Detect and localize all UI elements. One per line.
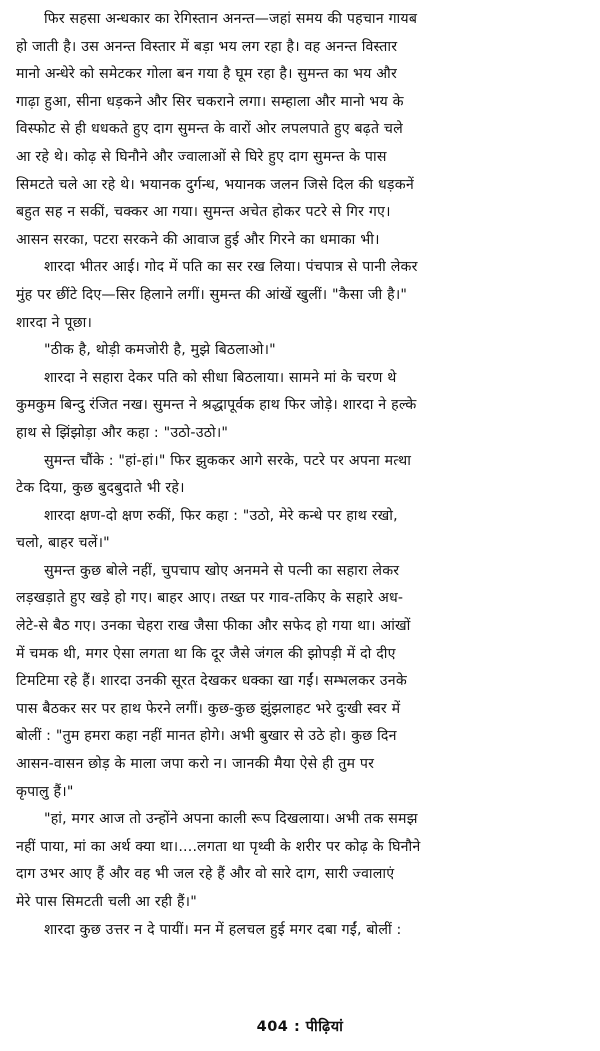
text-line: फिर सहसा अन्धकार का रेगिस्तान अनन्त—जहां समय की पहचान गायब	[44, 11, 418, 27]
text-line: चलो, बाहर चलें।"	[16, 535, 110, 552]
page-footer: 404 : पीढ़ियां	[256, 1019, 344, 1035]
text-line: विस्फोट से ही धधकते हुए दाग सुमन्त के वारों ओर लपलपाते हुए बढ़ते चले	[16, 121, 403, 138]
text-line: टेक दिया, कुछ बुदबुदाते भी रहे।	[16, 480, 185, 497]
text-line: मानो अन्धेरे को समेटकर गोला बन गया है घूम रहा है। सुमन्त का भय और	[16, 66, 398, 83]
text-line: में चमक थी, मगर ऐसा लगता था कि दूर जैसे जंगल की झोपड़ी में दो दीए	[16, 645, 396, 662]
text-line: शारदा कुछ उत्तर न दे पायीं। मन में हलचल हुई मगर दबा गईं, बोलीं :	[44, 921, 402, 938]
text-line: शारदा क्षण-दो क्षण रुकीं, फिर कहा : "उठो, मेरे कन्धे पर हाथ रखो,	[44, 507, 398, 524]
text-line: मुंह पर छींटे दिए—सिर हिलाने लगीं। सुमन्त की आंखें खुलीं। "कैसा जी है।"	[16, 286, 408, 303]
text-line: सुमन्त चौंके : "हां-हां।" फिर झुककर आगे सरके, पटरे पर अपना मत्था	[44, 452, 412, 469]
text-line: "ठीक है, थोड़ी कमजोरी है, मुझे बिठलाओ।"	[44, 342, 276, 359]
text-line: पास बैठकर सर पर हाथ फेरने लगीं। कुछ-कुछ झुंझलाहट भरे दुःखी स्वर में	[16, 700, 401, 717]
text-line: हाथ से झिंझोड़ा और कहा : "उठो-उठो।"	[16, 424, 229, 441]
text-line: "हां, मगर आज तो उन्होंने अपना काली रूप दिखलाया। अभी तक समझ	[44, 811, 418, 828]
text-line: नहीं पाया, मां का अर्थ क्या था।....लगता था पृथ्वी के शरीर पर कोढ़ के घिनौने	[16, 838, 421, 855]
text-line: आसन सरका, पटरा सरकने की आवाज हुई और गिरने का धमाका भी।	[16, 231, 380, 248]
text-line: कृपालु हैं।"	[16, 783, 74, 800]
text-line: गाढ़ा हुआ, सीना धड़कने और सिर चकराने लगा। सम्हाला और मानो भय के	[16, 93, 404, 110]
text-line: बहुत सह न सकीं, चक्कर आ गया। सुमन्त अचेत होकर पटरे से गिर गए।	[16, 204, 391, 221]
text-line: टिमटिमा रहे हैं। शारदा उनकी सूरत देखकर धक्का खा गईं। सम्भलकर उनके	[16, 673, 407, 690]
text-line: आसन-वासन छोड़ के माला जपा करो न। जानकी मैया ऐसे ही तुम पर	[16, 756, 375, 773]
text-line: सुमन्त कुछ बोले नहीं, चुपचाप खोए अनमने से पत्नी का सहारा लेकर	[44, 562, 400, 579]
text-line: शारदा ने सहारा देकर पति को सीधा बिठलाया। सामने मां के चरण थे	[44, 369, 397, 386]
text-line: मेरे पास सिमटती चली आ रही हैं।"	[16, 894, 197, 910]
text-line: शारदा भीतर आई। गोद में पति का सर रख लिया। पंचपात्र से पानी लेकर	[44, 259, 418, 276]
text-line: सिमटते चले आ रहे थे। भयानक दुर्गन्ध, भयानक जलन जिसे दिल की धड़कनें	[16, 176, 414, 193]
text-line: लेटे-से बैठ गए। उनका चेहरा राख जैसा फीका और सफेद हो गया था। आंखों	[16, 618, 411, 635]
text-line: बोलीं : "तुम हमरा कहा नहीं मानत होगे। अभी बुखार से उठे हो। कुछ दिन	[16, 728, 397, 745]
text-line: कुमकुम बिन्दु रंजित नख। सुमन्त ने श्रद्धापूर्वक हाथ फिर जोड़े। शारदा ने हल्के	[16, 397, 417, 414]
text-line: दाग उभर आए हैं और वह भी जल रहे हैं और वो सारे दाग, सारी ज्वालाएं	[16, 866, 395, 883]
text-line: शारदा ने पूछा।	[16, 314, 93, 331]
body-text	[16, 6, 588, 944]
text-line: हो जाती है। उस अनन्त विस्तार में बड़ा भय लग रहा है। वह अनन्त विस्तार	[16, 38, 398, 55]
text-line: आ रहे थे। कोढ़ से घिनौने और ज्वालाओं से घिरे हुए दाग सुमन्त के पास	[16, 148, 387, 165]
text-line: लड़खड़ाते हुए खड़े हो गए। बाहर आए। तख्त पर गाव-तकिए के सहारे अध-	[16, 590, 404, 607]
